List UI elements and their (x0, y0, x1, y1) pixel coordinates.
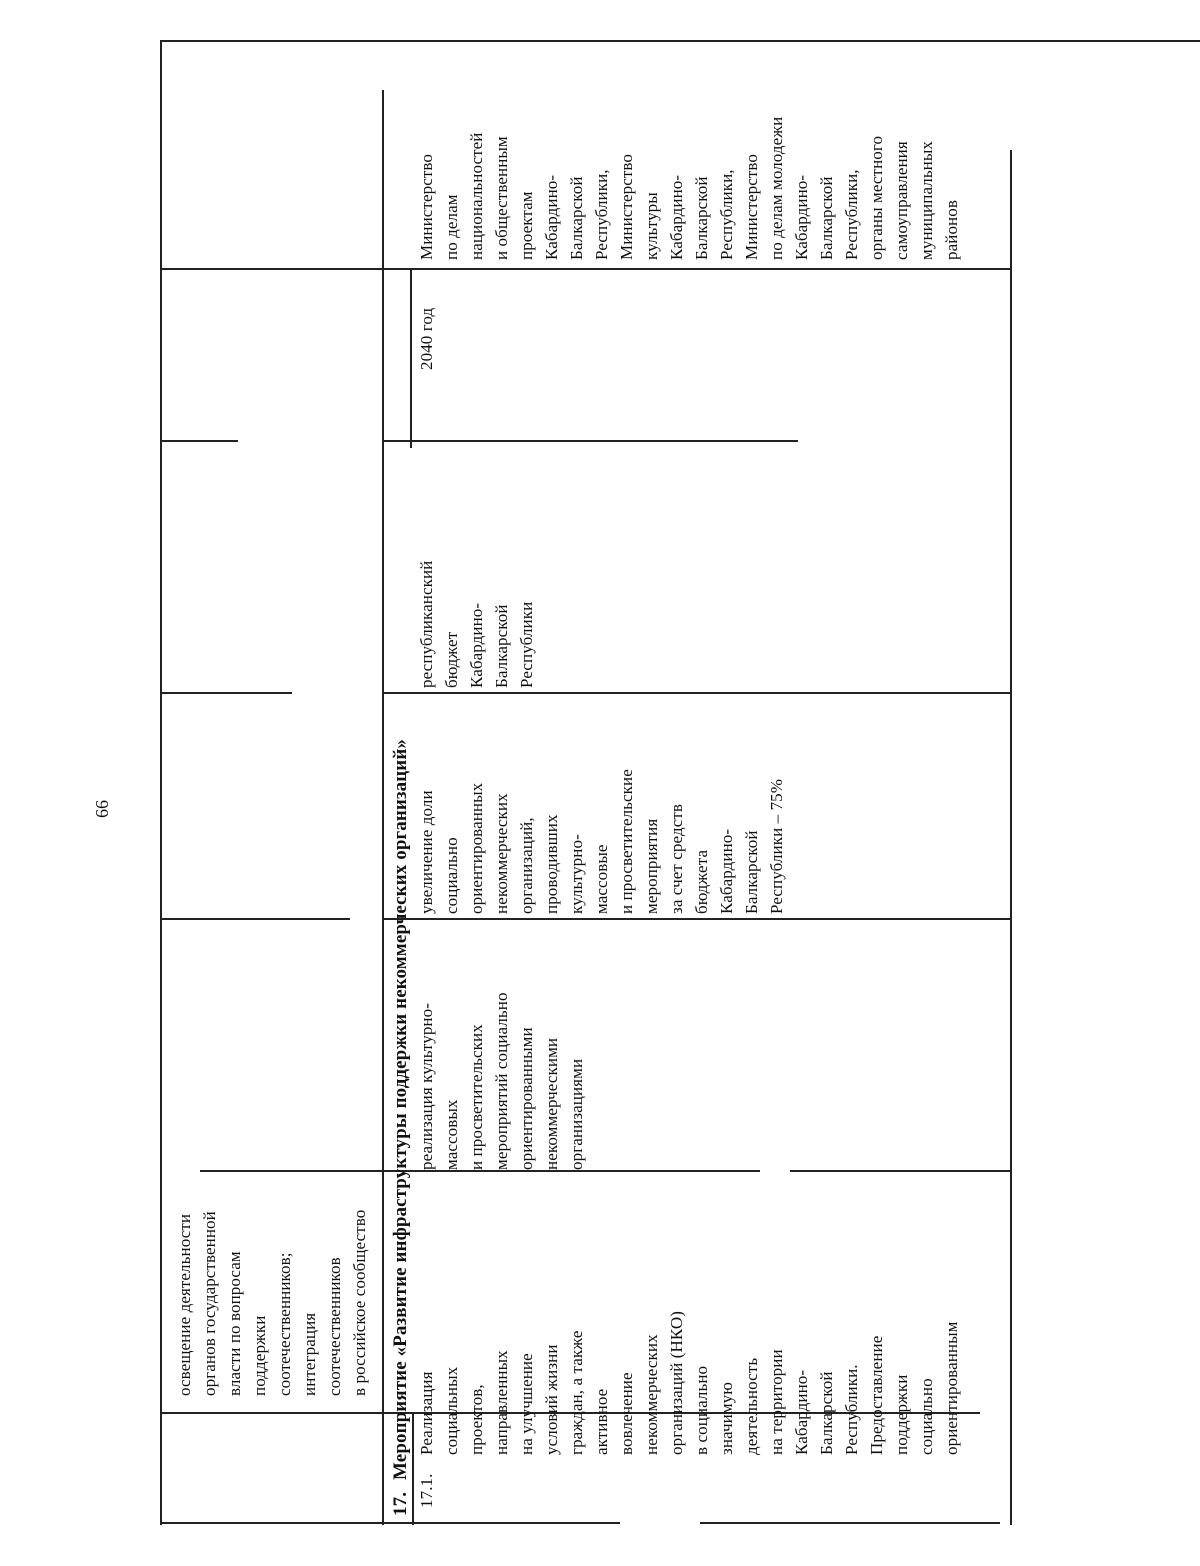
text-line: социальных (442, 1366, 461, 1455)
deadline: 2040 год (417, 307, 436, 370)
text-line: освещение деятельности (175, 1213, 194, 1396)
text-line: Министерство (617, 153, 636, 260)
text-line: Кабардино- (542, 174, 561, 260)
text-line: организаций (НКО) (667, 1310, 686, 1455)
text-line: и просветительские (617, 769, 636, 914)
table-rule (160, 1522, 620, 1524)
text-line: массовых (442, 1099, 461, 1170)
text-line: Балкарской (817, 1371, 836, 1455)
text-line: Балкарской (742, 830, 761, 914)
text-line: Кабардино- (717, 828, 736, 914)
text-line: проводивших (542, 814, 561, 914)
table-rule (160, 268, 382, 270)
text-line: культуры (642, 192, 661, 260)
text-line: и общественным (492, 136, 511, 260)
row-name (414, 1215, 964, 1455)
text-line: власти по вопросам (225, 1251, 244, 1396)
executors (414, 20, 964, 260)
text-line: увеличение доли (417, 790, 436, 914)
table-rule (160, 692, 292, 694)
text-line: реализация культурно- (417, 1003, 436, 1170)
text-line: Республики. (842, 1364, 861, 1455)
text-line: муниципальных (917, 141, 936, 260)
text-line: граждан, а также (567, 1330, 586, 1455)
text-line: поддержки (250, 1315, 269, 1396)
text-line: Кабардино- (792, 174, 811, 260)
text-line: Министерство (742, 153, 761, 260)
text-line: на территории (767, 1349, 786, 1455)
text-line: массовые (592, 844, 611, 914)
table-rule (382, 918, 1010, 920)
table-rule (700, 1522, 1000, 1524)
text-line: активное (592, 1388, 611, 1455)
text-line: интеграция (300, 1312, 319, 1396)
text-line: Кабардино- (467, 602, 486, 688)
text-line: органы местного (867, 135, 886, 260)
text-line: некоммерческих (492, 793, 511, 914)
text-line: организациями (567, 1058, 586, 1170)
text-line: Республики (517, 601, 536, 688)
text-line: в российское сообщество (350, 1209, 369, 1396)
text-line: на улучшение (517, 1353, 536, 1455)
text-line: Кабардино- (667, 174, 686, 260)
text-line: социально (442, 837, 461, 914)
text-line: социально (917, 1378, 936, 1455)
text-line: ориентированным (942, 1321, 961, 1455)
text-line: бюджет (442, 631, 461, 688)
text-line: национальностей (467, 132, 486, 260)
text-line: Кабардино- (792, 1369, 811, 1455)
text-line: организаций, (517, 817, 536, 914)
text-line: Реализация (417, 1371, 436, 1455)
section-number: 17. (390, 1491, 411, 1516)
text-line: Министерство (417, 153, 436, 260)
text-line: Балкарской (692, 176, 711, 260)
row-source (414, 438, 539, 688)
text-line: Республики, (592, 169, 611, 260)
text-line: соотечественников (325, 1257, 344, 1396)
section-title: Мероприятие «Развитие инфраструктуры поддержки некоммерческих организаций» (390, 739, 411, 1480)
text-line: ориентированными (517, 1027, 536, 1170)
text-line: за счет средств (667, 803, 686, 914)
text-line: Предоставление (867, 1335, 886, 1455)
text-line: мероприятий социально (492, 992, 511, 1170)
text-line: поддержки (892, 1374, 911, 1455)
text-line: по делам (442, 194, 461, 260)
text-line: Республики – 75% (767, 778, 786, 914)
table-rule (1010, 150, 1012, 1525)
text-line: бюджета (692, 849, 711, 914)
text-line: Республики, (717, 169, 736, 260)
text-line: Республики, (842, 169, 861, 260)
text-line: органов государственной (200, 1211, 219, 1396)
text-line: Балкарской (567, 176, 586, 260)
table-rule (790, 1170, 1010, 1172)
text-line: проектам (517, 191, 536, 260)
text-line: районов (942, 200, 961, 260)
text-line: некоммерческих (642, 1334, 661, 1455)
prev-row-text (172, 876, 372, 1396)
table-rule (382, 90, 384, 1525)
text-line: Балкарской (492, 604, 511, 688)
row-indicator (414, 694, 789, 914)
row-number: 17.1. (417, 1473, 436, 1508)
text-line: мероприятия (642, 818, 661, 914)
text-line: республиканский (417, 560, 436, 688)
text-line: культурно- (567, 834, 586, 914)
text-line: значимую (717, 1381, 736, 1455)
table-rule (410, 268, 412, 448)
text-line: некоммерческими (542, 1037, 561, 1170)
text-line: ориентированных (467, 782, 486, 914)
page-number: 66 (92, 800, 112, 818)
text-line: вовлечение (617, 1372, 636, 1455)
text-line: Балкарской (817, 176, 836, 260)
text-line: направленных (492, 1350, 511, 1455)
table-rule (382, 268, 1010, 270)
text-line: в социально (692, 1365, 711, 1455)
table-rule (160, 40, 162, 1525)
table-rule (160, 440, 238, 442)
text-line: соотечественников; (275, 1252, 294, 1396)
text-line: проектов, (467, 1384, 486, 1455)
text-line: и просветительских (467, 1024, 486, 1170)
text-line: по делам молодежи (767, 116, 786, 260)
text-line: деятельность (742, 1357, 761, 1455)
row-result (414, 930, 589, 1170)
text-line: условий жизни (542, 1344, 561, 1455)
text-line: самоуправления (892, 141, 911, 260)
